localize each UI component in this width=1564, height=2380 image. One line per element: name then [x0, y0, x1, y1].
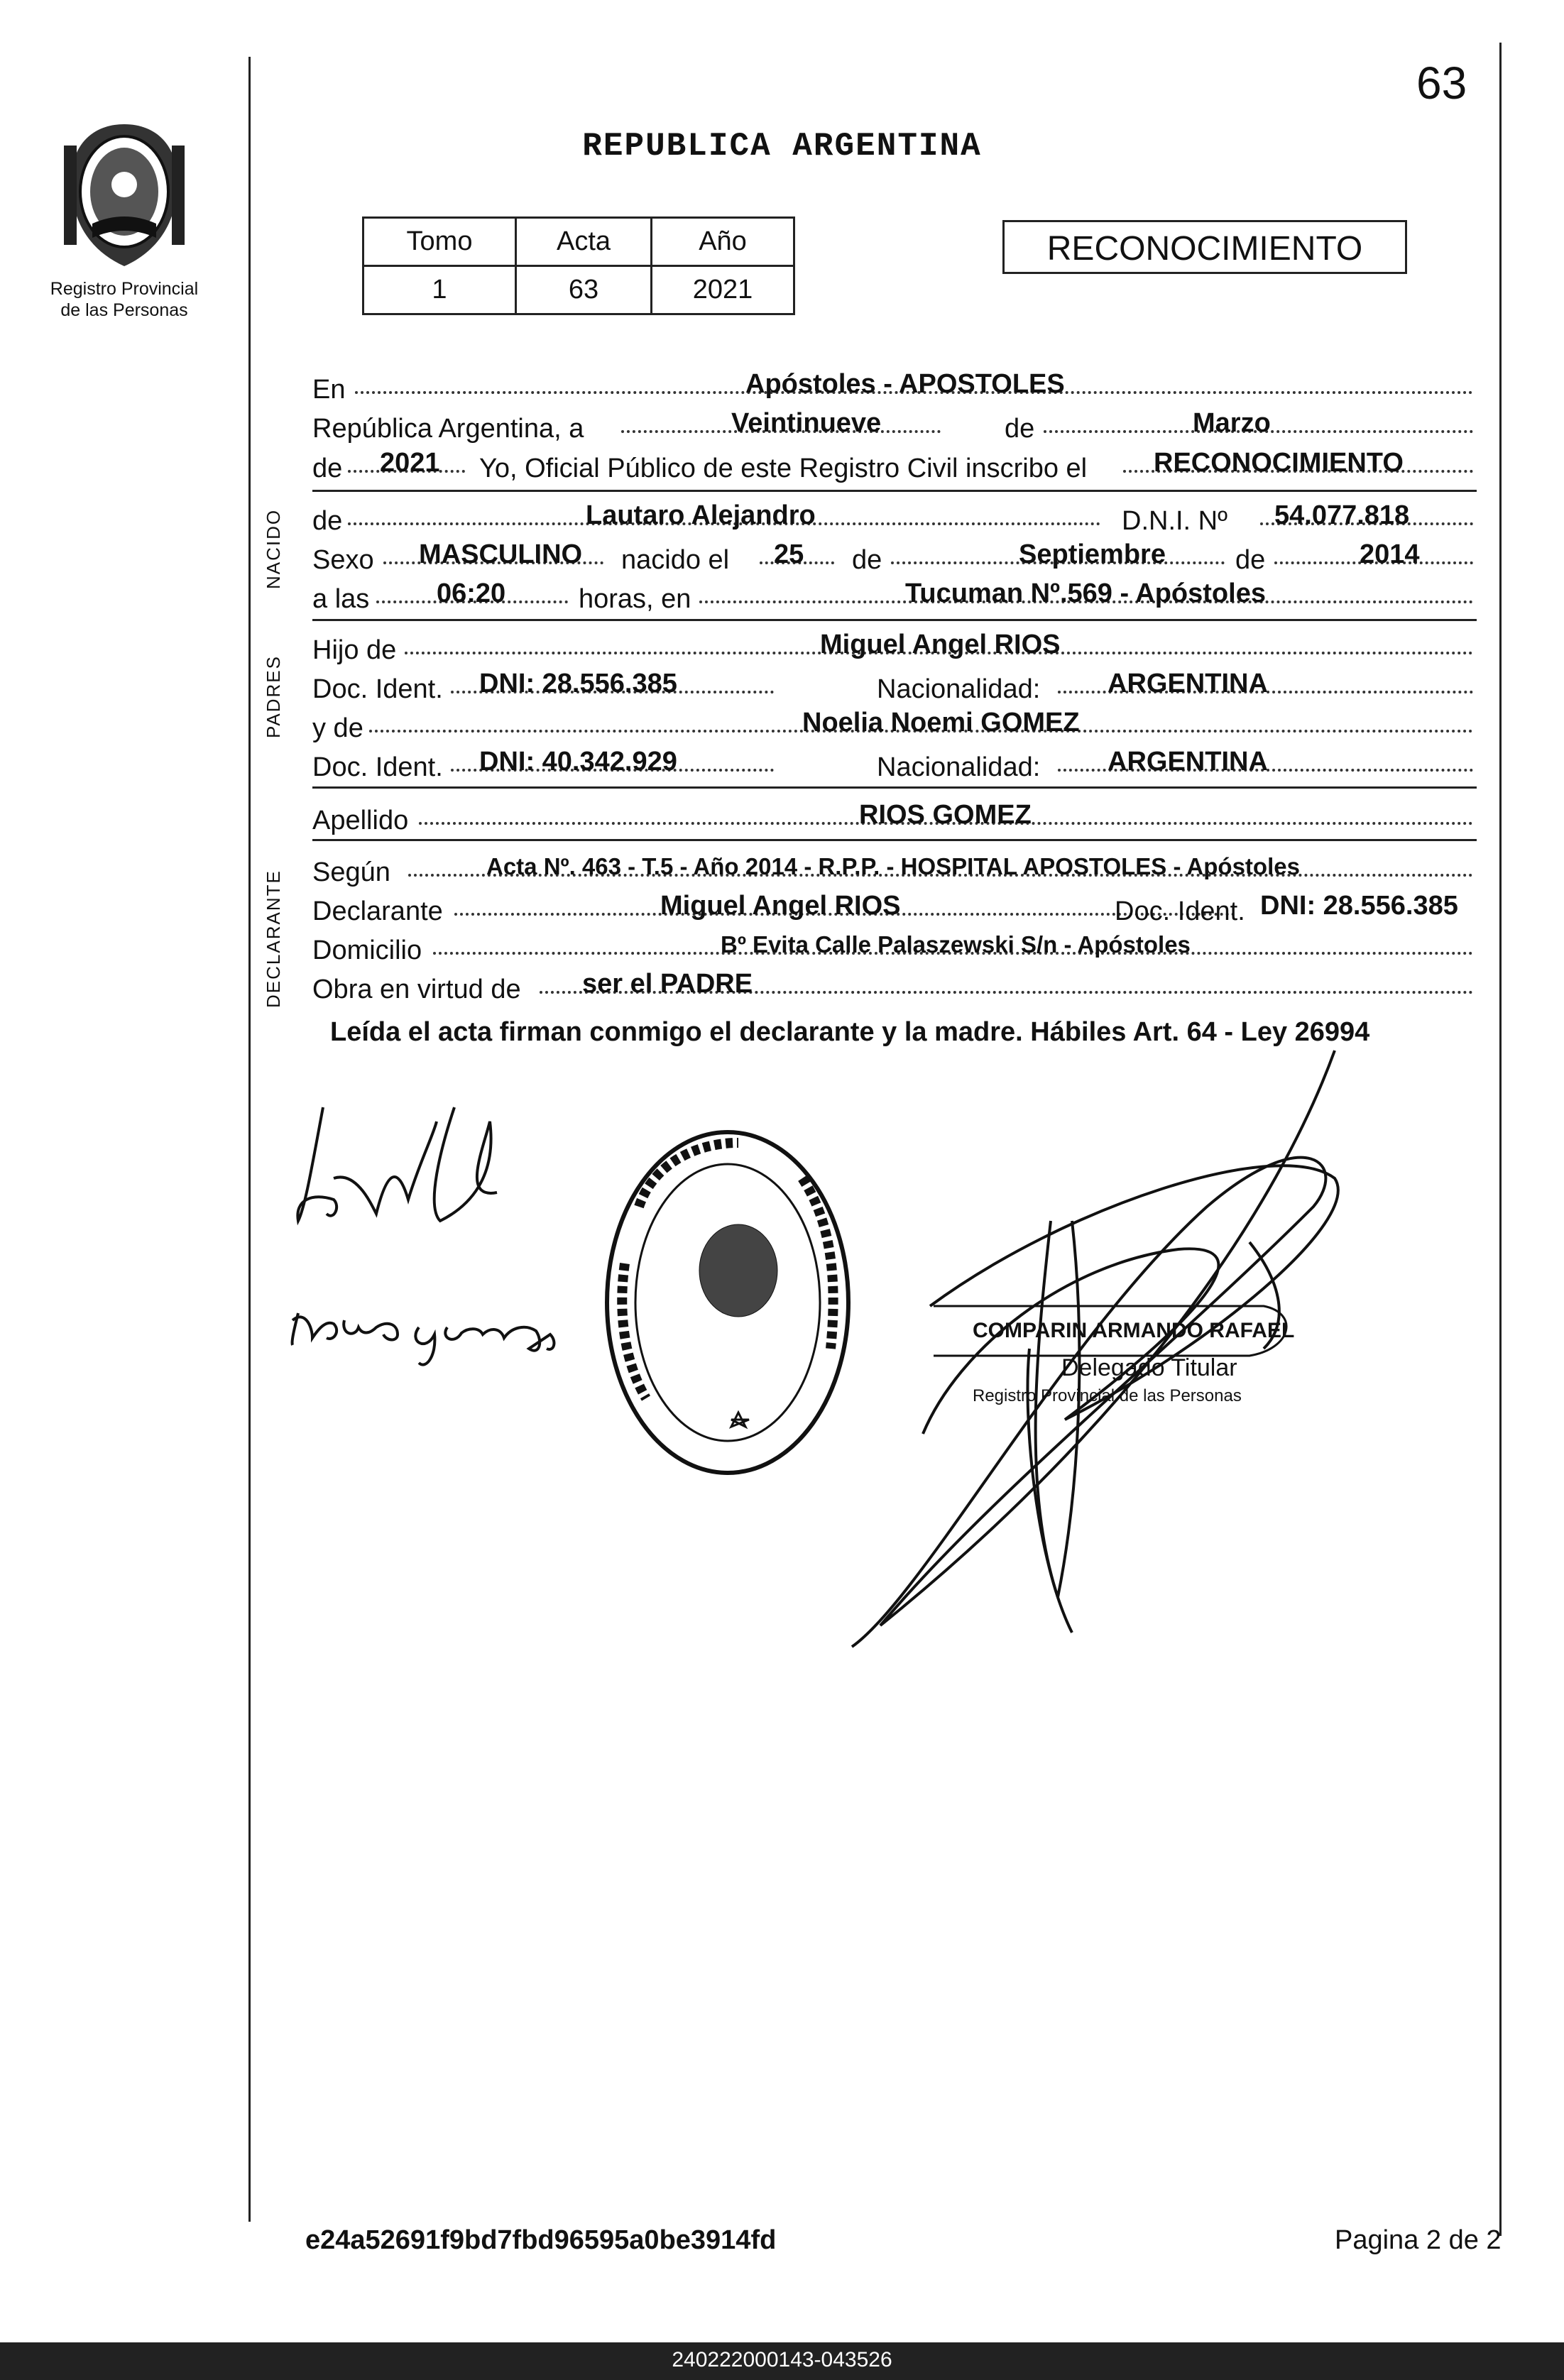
label-doc-ident-decl: Doc. Ident.	[1115, 896, 1245, 926]
label-nacionalidad: Nacionalidad:	[877, 752, 1041, 782]
label-de: de	[1005, 414, 1035, 444]
value-year: 2021	[380, 448, 440, 478]
label-de-year: de	[312, 454, 343, 483]
value-month: Marzo	[1193, 408, 1271, 438]
value-apellido: RIOS GOMEZ	[859, 800, 1032, 830]
label-yo-oficial: Yo, Oficial Público de este Registro Civil inscribo el	[479, 454, 1088, 483]
value-doc-declarante: DNI: 28.556.385	[1260, 891, 1458, 921]
value-doc-padre: DNI: 28.556.385	[479, 669, 677, 698]
right-margin-line	[1499, 43, 1502, 2236]
value-nac-day: 25	[774, 539, 804, 569]
value-segun: Acta Nº. 463 - T.5 - Año 2014 - R.P.P. - HOSPITAL APOSTOLES - Apóstoles	[486, 853, 1300, 879]
label-doc-ident: Doc. Ident.	[312, 752, 443, 782]
value-dni: 54.077.818	[1274, 500, 1410, 530]
side-label-padres: PADRES	[263, 655, 284, 738]
value-obra: ser el PADRE	[582, 969, 753, 999]
section-separator	[312, 786, 1477, 789]
label-segun: Según	[312, 857, 390, 887]
value-nac-padre: ARGENTINA	[1108, 669, 1268, 698]
header-tomo: Tomo	[363, 218, 516, 266]
registry-label	[28, 278, 220, 321]
declarant-signature	[297, 1107, 497, 1221]
table-value-row	[363, 266, 794, 314]
value-acta: 63	[516, 266, 652, 314]
label-apellido: Apellido	[312, 806, 409, 835]
label-doc-ident: Doc. Ident.	[312, 674, 443, 704]
label-republica: República Argentina, a	[312, 414, 584, 444]
value-doc-madre: DNI: 40.342.929	[479, 747, 677, 777]
stamp-official-name: COMPARIN ARMANDO RAFAEL	[973, 1319, 1295, 1342]
value-nac-madre: ARGENTINA	[1108, 747, 1268, 777]
value-nombre: Lautaro Alejandro	[586, 500, 816, 530]
value-madre: Noelia Noemi GOMEZ	[802, 708, 1080, 737]
side-label-declarante: DECLARANTE	[263, 870, 284, 1008]
label-a-las: a las	[312, 584, 370, 614]
value-declarante: Miguel Angel RIOS	[660, 891, 901, 921]
left-margin-line	[248, 57, 251, 2222]
label-hijo-de: Hijo de	[312, 635, 397, 665]
registry-label-line2: de las Personas	[60, 300, 188, 320]
header-ano: Año	[652, 218, 794, 266]
value-en: Apóstoles - APOSTOLES	[745, 369, 1065, 399]
label-obra: Obra en virtud de	[312, 975, 521, 1004]
label-nacionalidad: Nacionalidad:	[877, 674, 1041, 704]
label-y-de: y de	[312, 713, 363, 743]
value-hora: 06:20	[437, 578, 506, 608]
page-number: 63	[1416, 57, 1467, 109]
value-domicilio: Bº Evita Calle Palaszewski S/n - Apóstoles	[721, 931, 1191, 958]
section-separator	[312, 839, 1477, 841]
stamp-official-role: Delegado Titular	[1061, 1354, 1237, 1381]
label-horas-en: horas, en	[579, 584, 691, 614]
table-header-row	[363, 218, 794, 266]
section-separator	[312, 619, 1477, 621]
tomo-acta-ano-table	[362, 216, 795, 315]
label-de-1: de	[852, 545, 882, 575]
registry-label-line1: Registro Provincial	[50, 279, 199, 299]
document-hash: e24a52691f9bd7fbd96595a0be3914fd	[305, 2225, 777, 2255]
value-padre: Miguel Angel RIOS	[820, 630, 1061, 659]
value-sexo: MASCULINO	[419, 539, 583, 569]
value-tomo: 1	[363, 266, 516, 314]
page-indicator: Pagina 2 de 2	[1335, 2225, 1502, 2255]
misiones-crest-logo	[50, 117, 199, 280]
barcode-id: 240222000143-043526	[672, 2348, 892, 2371]
value-acto: RECONOCIMIENTO	[1154, 448, 1404, 478]
registry-oval-seal	[607, 1132, 848, 1473]
value-nac-month: Septiembre	[1019, 539, 1166, 569]
official-signature	[852, 1051, 1338, 1647]
label-domicilio: Domicilio	[312, 936, 422, 965]
label-dni: D.N.I. Nº	[1122, 506, 1227, 536]
label-en: En	[312, 375, 346, 405]
value-day: Veintinueve	[731, 408, 882, 438]
side-label-nacido: NACIDO	[263, 508, 284, 589]
label-sexo: Sexo	[312, 545, 374, 575]
label-de-2: de	[1235, 545, 1266, 575]
country-title: REPUBLICA ARGENTINA	[582, 128, 982, 165]
label-nacido-el: nacido el	[621, 545, 730, 575]
label-de-nombre: de	[312, 506, 343, 536]
value-ano: 2021	[652, 266, 794, 314]
header-acta: Acta	[516, 218, 652, 266]
closing-text: Leída el acta firman conmigo el declarante y la madre. Hábiles Art. 64 - Ley 26994	[330, 1017, 1370, 1047]
stamp-official-office: Registro Provincial de las Personas	[973, 1386, 1242, 1405]
value-nac-year: 2014	[1360, 539, 1420, 569]
value-lugar: Tucuman Nº.569 - Apóstoles	[905, 578, 1266, 608]
act-type-box: RECONOCIMIENTO	[1002, 220, 1407, 274]
section-separator	[312, 490, 1477, 492]
label-declarante: Declarante	[312, 896, 443, 926]
mother-signature	[292, 1313, 554, 1365]
